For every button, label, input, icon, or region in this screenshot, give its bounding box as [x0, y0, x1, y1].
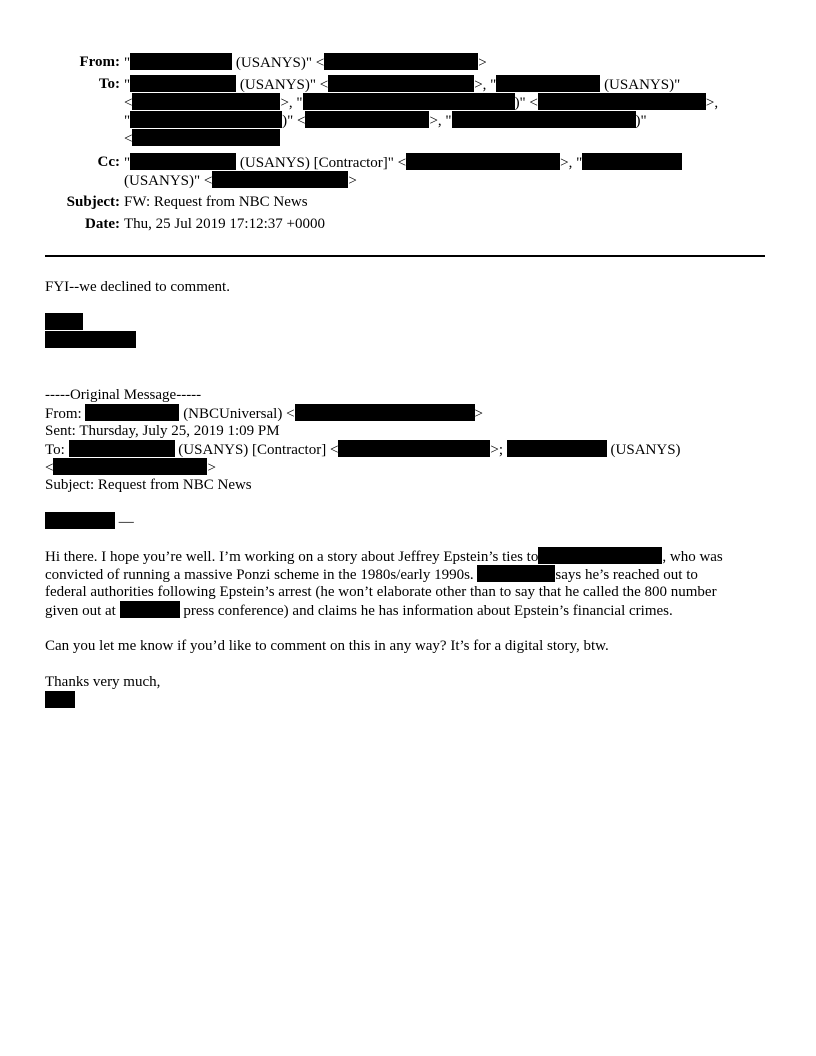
from-quote: ": [124, 55, 131, 71]
p1-text-c: convicted of running a massive Ponzi scheme in the 1980s/early 1990s.: [45, 567, 474, 583]
redaction-block: [69, 440, 175, 457]
to-sep-2: >, ": [280, 95, 303, 111]
to-line-2: [124, 93, 718, 112]
orig-to-line-1: [45, 440, 681, 459]
redaction-block: [406, 153, 560, 170]
orig-to-line-2: [45, 458, 216, 477]
paragraph-1-line-4: [45, 601, 673, 620]
orig-to-org-2: (USANYS): [610, 442, 681, 458]
from-value: [124, 53, 487, 72]
redaction-block: [538, 93, 706, 110]
to-open: <: [124, 95, 133, 111]
from-label: From:: [79, 54, 120, 70]
greeting-dash: —: [118, 514, 134, 530]
to-end-2: >,: [705, 95, 719, 111]
closing-signature-redaction: [45, 691, 75, 708]
redaction-block: [582, 153, 682, 170]
to-sep-3: )" <: [514, 95, 538, 111]
p1-text-a: Hi there. I hope you’re well. I’m working on a story about Jeffrey Epstein’s ties to: [45, 549, 539, 565]
redaction-block: [132, 129, 280, 146]
paragraph-1-line-2: [45, 565, 698, 584]
to-sep-4: )" <: [282, 113, 306, 129]
to-label: To:: [98, 76, 120, 92]
cc-org-1: (USANYS) [Contractor]" <: [239, 155, 407, 171]
paragraph-1-line-1: [45, 547, 723, 566]
to-end-3: )": [635, 113, 647, 129]
orig-sent-line: Sent: Thursday, July 25, 2019 1:09 PM: [45, 423, 280, 439]
orig-to-org-1: (USANYS) [Contractor] <: [178, 442, 339, 458]
to-open-4: <: [124, 131, 133, 147]
redaction-block: [212, 171, 348, 188]
greeting-line: [45, 512, 134, 531]
date-label: Date:: [85, 216, 120, 232]
cc-org-2: (USANYS)" <: [124, 173, 213, 189]
redaction-block: [338, 440, 490, 457]
original-message-marker: -----Original Message-----: [45, 387, 202, 403]
signature-redaction-1: [45, 313, 83, 330]
to-quote: ": [124, 77, 131, 93]
date-value: Thu, 25 Jul 2019 17:12:37 +0000: [124, 216, 325, 232]
redaction-block: [477, 565, 555, 582]
cc-line-2: [124, 171, 357, 190]
to-line-1: [124, 75, 680, 94]
to-open-3: ": [124, 113, 131, 129]
p1-text-f: press conference) and claims he has information about Epstein’s financial crimes.: [183, 603, 673, 619]
orig-from-line: [45, 404, 483, 423]
orig-from-label: From:: [45, 406, 82, 422]
subject-value: FW: Request from NBC News: [124, 194, 308, 210]
to-sep-1: >, ": [474, 77, 497, 93]
redaction-block: [130, 53, 232, 70]
redaction-block: [303, 93, 515, 110]
paragraph-1-line-3: federal authorities following Epstein’s arrest (he won’t elaborate other than to say that he called the 800 number: [45, 584, 717, 600]
cc-end: >: [348, 173, 357, 189]
orig-to-end: >: [207, 460, 216, 476]
orig-subject-line: Subject: Request from NBC News: [45, 477, 252, 493]
redaction-block: [507, 440, 607, 457]
redaction-block: [130, 75, 236, 92]
orig-to-sep: >;: [490, 442, 504, 458]
redaction-block: [324, 53, 478, 70]
orig-from-end: >: [474, 406, 484, 422]
p1-text-d: says he’s reached out to: [555, 567, 698, 583]
to-line-3: [124, 111, 647, 130]
to-org-1: (USANYS)" <: [239, 77, 329, 93]
to-org-2: (USANYS)": [604, 77, 681, 93]
orig-from-org: (NBCUniversal) <: [183, 406, 295, 422]
redaction-block: [45, 512, 115, 529]
redaction-block: [538, 547, 662, 564]
cc-label: Cc:: [97, 154, 120, 170]
to-sep-5: >, ": [429, 113, 452, 129]
redaction-block: [132, 93, 280, 110]
redaction-block: [130, 111, 282, 128]
from-close: >: [478, 55, 487, 71]
redaction-block: [295, 404, 475, 421]
cc-line-1: [124, 153, 682, 172]
redaction-block: [130, 153, 236, 170]
header-divider: [45, 255, 765, 257]
subject-label: Subject:: [66, 194, 120, 210]
orig-to-open: <: [45, 460, 54, 476]
fyi-text: FYI--we declined to comment.: [45, 279, 230, 295]
cc-quote: ": [124, 155, 131, 171]
redaction-block: [120, 601, 180, 618]
redaction-block: [85, 404, 179, 421]
from-org: (USANYS)" <: [235, 55, 325, 71]
redaction-block: [452, 111, 636, 128]
redaction-block: [305, 111, 429, 128]
signature-redaction-2: [45, 331, 136, 348]
orig-to-label: To:: [45, 442, 65, 458]
redaction-block: [496, 75, 600, 92]
redaction-block: [328, 75, 474, 92]
p1-text-e: given out at: [45, 603, 116, 619]
p1-text-b: , who was: [662, 549, 723, 565]
to-line-4: [124, 129, 280, 148]
closing-line: Thanks very much,: [45, 674, 161, 690]
cc-sep: >, ": [560, 155, 583, 171]
paragraph-2: Can you let me know if you’d like to comment on this in any way? It’s for a digital story, btw.: [45, 638, 609, 654]
redaction-block: [53, 458, 207, 475]
